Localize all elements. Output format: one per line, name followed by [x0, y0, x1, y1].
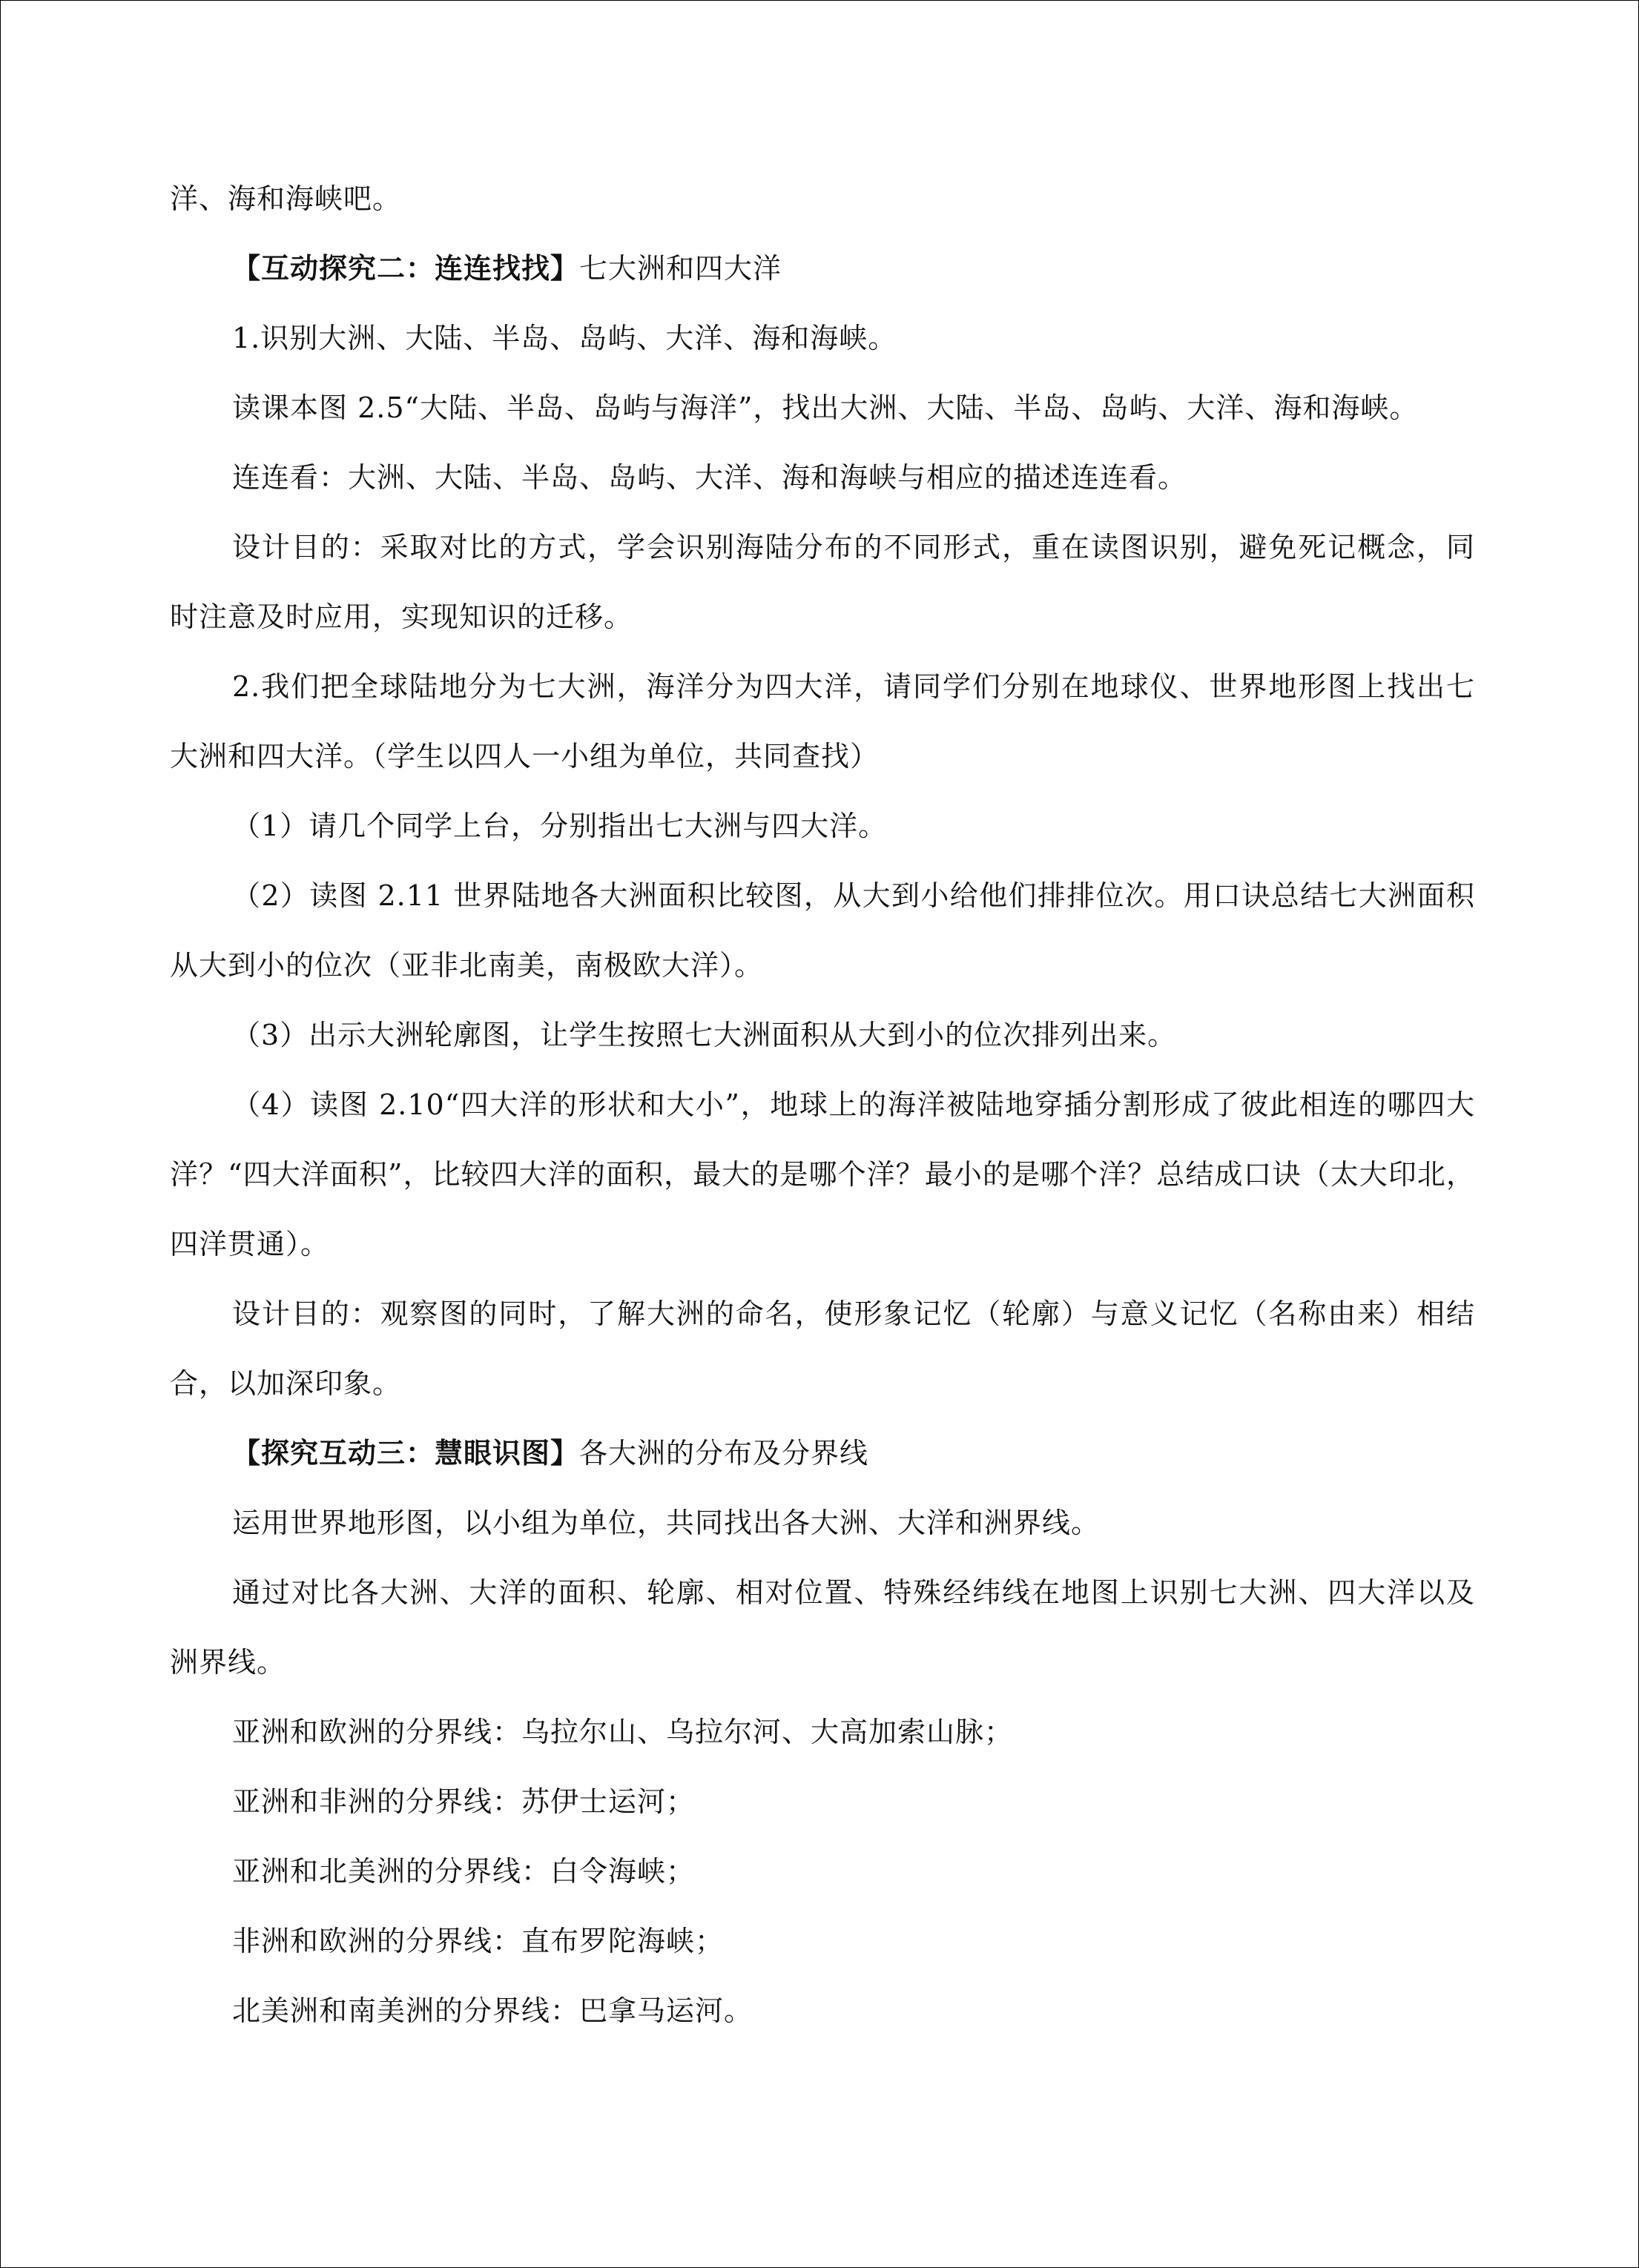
boundary-line-item: 亚洲和欧洲的分界线：乌拉尔山、乌拉尔河、大高加索山脉；: [232, 1716, 1014, 1748]
paragraph: 运用世界地形图，以小组为单位，共同找出各大洲、大洋和洲界线。: [232, 1507, 1101, 1539]
boundary-line-item: 北美洲和南美洲的分界线：巴拿马运河。: [232, 1994, 753, 2027]
paragraph-list-item: （4）读图 2.10“四大洋的形状和大小”，地球上的海洋被陆地穿插分割形成了彼此相连的哪四大洋？“四大洋面积”，比较四大洋的面积，最大的是哪个洋？最小的是哪个洋？总结成口诀（太大印北，四洋贯通）。: [170, 1088, 1475, 1260]
paragraph-list-item: （2）读图 2.11 世界陆地各大洲面积比较图，从大到小给他们排排位次。用口诀总结七大洲面积从大到小的位次（亚非北南美，南极欧大洋）。: [170, 879, 1475, 982]
paragraph-continuation: 洋、海和海峡吧。: [170, 182, 402, 215]
paragraph: 通过对比各大洲、大洋的面积、轮廓、相对位置、特殊经纬线在地图上识别七大洲、四大洋以及洲界线。: [170, 1576, 1475, 1679]
paragraph: 读课本图 2.5“大陆、半岛、岛屿与海洋”，找出大洲、大陆、半岛、岛屿、大洋、海和海峡。: [232, 391, 1419, 424]
section-heading-topic: 各大洲的分布及分界线: [579, 1437, 869, 1469]
boundary-line-item: 非洲和欧洲的分界线：直布罗陀海峡；: [232, 1925, 725, 1957]
paragraph-design-purpose: 设计目的：采取对比的方式，学会识别海陆分布的不同形式，重在读图识别，避免死记概念，同时注意及时应用，实现知识的迁移。: [170, 531, 1475, 633]
paragraph-list-item: （1）请几个同学上台，分别指出七大洲与四大洋。: [232, 810, 888, 842]
section-heading-bold: 【探究互动三：慧眼识图】: [232, 1436, 580, 1469]
section-heading-bold: 【互动探究二：连连找找】: [232, 251, 580, 285]
boundary-line-item: 亚洲和非洲的分界线：苏伊士运河；: [232, 1785, 696, 1818]
section-heading-2: [170, 234, 1475, 303]
document-body: [170, 164, 1475, 2046]
paragraph-design-purpose: 设计目的：观察图的同时，了解大洲的命名，使形象记忆（轮廓）与意义记忆（名称由来）相结合，以加深印象。: [170, 1297, 1475, 1400]
paragraph: 1.识别大洲、大陆、半岛、岛屿、大洋、海和海峡。: [232, 322, 897, 354]
paragraph-list-item: （3）出示大洲轮廓图，让学生按照七大洲面积从大到小的位次排列出来。: [232, 1019, 1177, 1051]
boundary-line-item: 亚洲和北美洲的分界线：白令海峡；: [232, 1855, 696, 1888]
section-heading-3: [170, 1418, 1475, 1488]
section-heading-topic: 七大洲和四大洋: [579, 252, 782, 285]
paragraph: 2.我们把全球陆地分为七大洲，海洋分为四大洋，请同学们分别在地球仪、世界地形图上找出七大洲和四大洋。（学生以四人一小组为单位，共同查找）: [170, 670, 1475, 773]
paragraph: 连连看：大洲、大陆、半岛、岛屿、大洋、海和海峡与相应的描述连连看。: [232, 461, 1187, 494]
